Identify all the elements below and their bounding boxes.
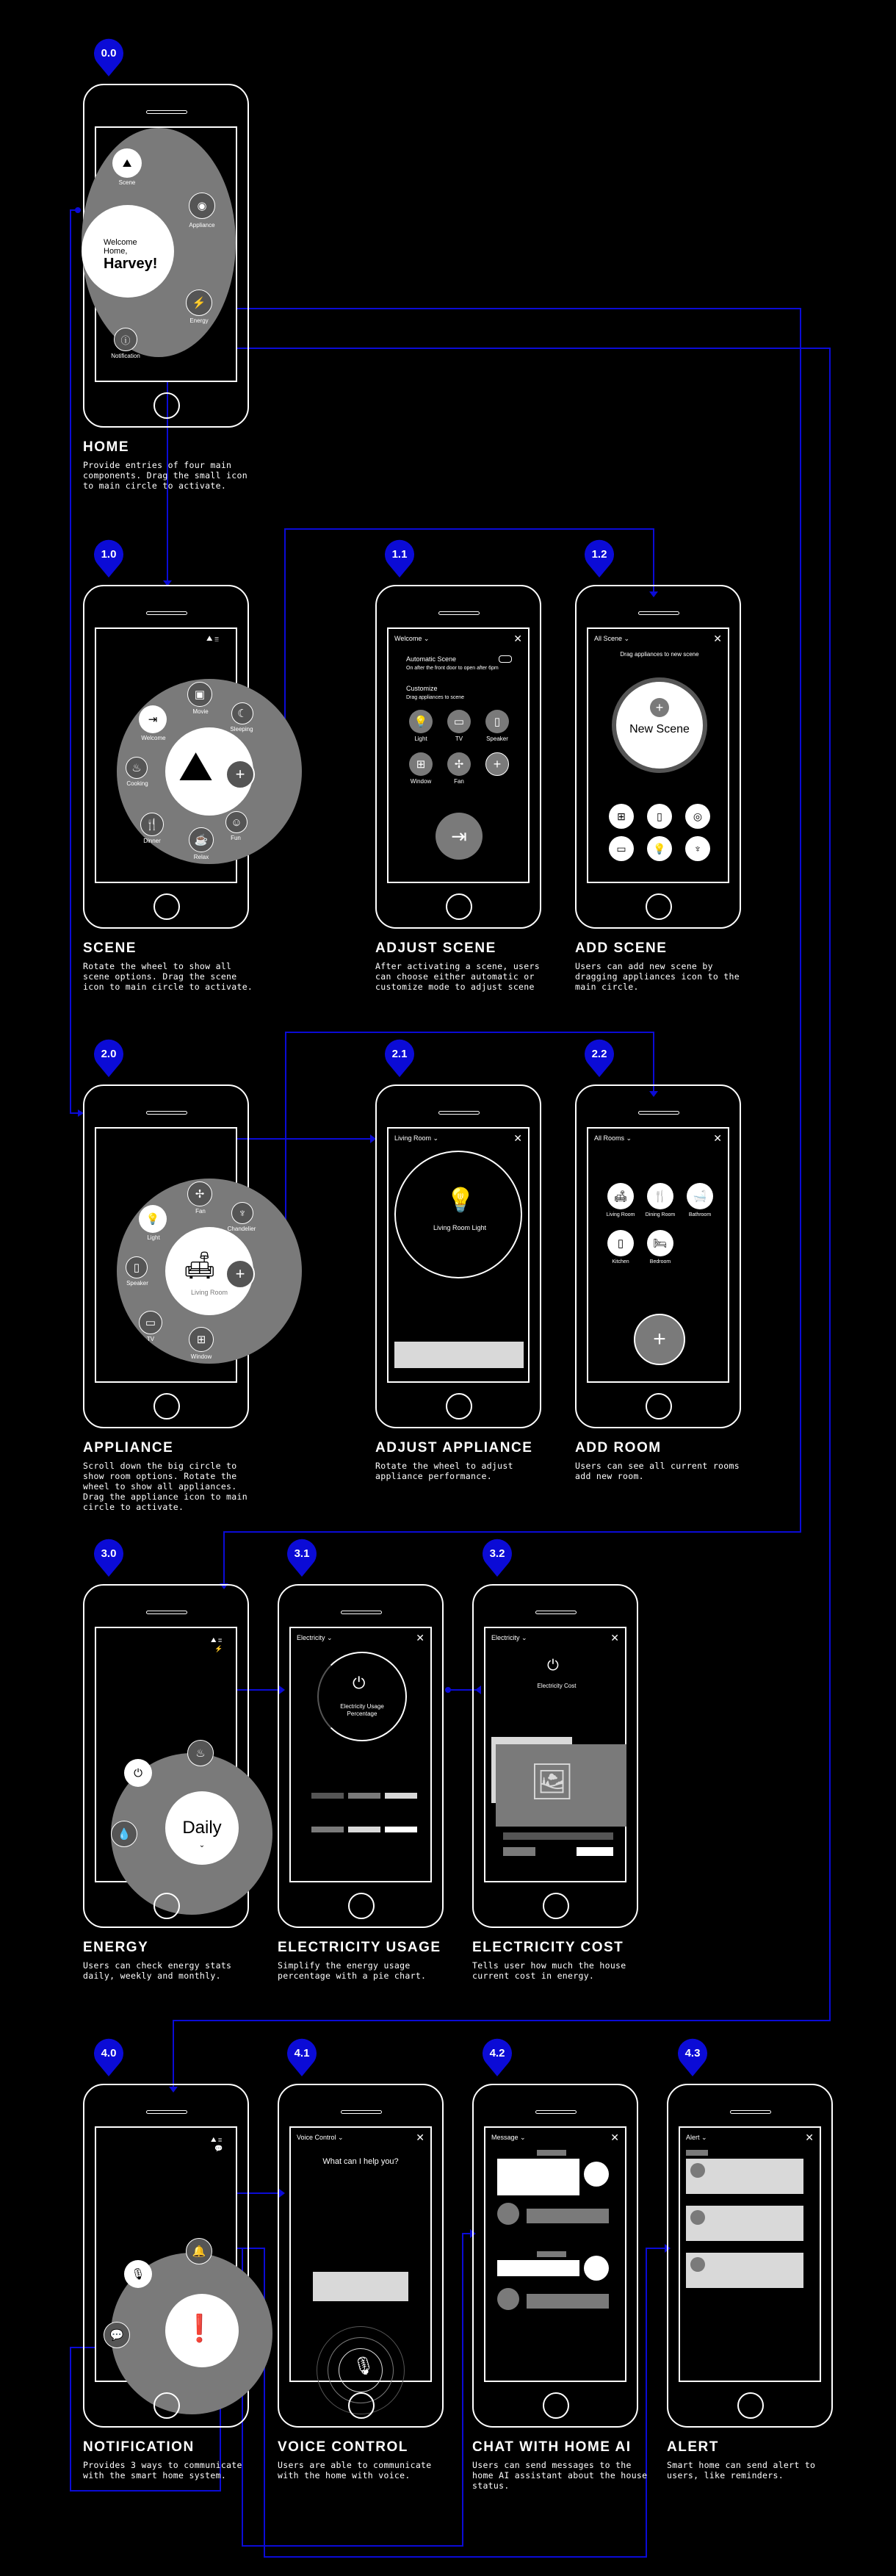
phone-electricity-usage bbox=[278, 1584, 444, 1928]
home-screen: Welcome Home, Harvey! ⛰ Scene ◉ Appliance ⚡ Energy ⓘ Notification bbox=[95, 126, 237, 382]
home-button[interactable] bbox=[348, 1893, 375, 1919]
plug-icon: ⏻ bbox=[353, 1674, 366, 1692]
close-icon[interactable]: ✕ bbox=[610, 1632, 619, 1644]
phone-adjust-scene bbox=[375, 585, 541, 929]
caption-voice-control: VOICE CONTROL Users are able to communicate with the home with voice. bbox=[278, 2439, 432, 2480]
voice-control-screen: Voice Control ⌄ ✕ What can I help you? 🎙 bbox=[289, 2126, 432, 2382]
brightness-dial[interactable] bbox=[394, 1151, 522, 1278]
screen-header[interactable]: Message ⌄ bbox=[491, 2134, 526, 2141]
screen-header[interactable]: Voice Control ⌄ bbox=[297, 2134, 344, 2141]
home-button[interactable] bbox=[737, 2392, 764, 2419]
plug-icon: ⏻ bbox=[547, 1658, 559, 1674]
caption-notification: NOTIFICATION Provides 3 ways to communicate with the smart home system. bbox=[83, 2439, 242, 2480]
image-icon: 🖼 bbox=[530, 1763, 574, 1802]
phone-electricity-cost bbox=[472, 1584, 638, 1928]
home-button[interactable] bbox=[543, 2392, 569, 2419]
caption-adjust-appliance: ADJUST APPLIANCE Rotate the wheel to adjust appliance performance. bbox=[375, 1440, 533, 1481]
usage-pie-chart bbox=[317, 1652, 407, 1741]
bedroom-icon[interactable]: 🛏 bbox=[647, 1230, 673, 1256]
step-badge: 2.2 bbox=[582, 1037, 616, 1079]
cooking-icon[interactable]: ♨ bbox=[126, 757, 148, 779]
scene-icon[interactable]: ⛰ bbox=[112, 148, 142, 178]
home-button[interactable] bbox=[446, 1393, 472, 1420]
step-badge: 4.0 bbox=[92, 2037, 126, 2078]
screen-header[interactable]: Welcome ⌄ bbox=[394, 635, 430, 642]
alert-card[interactable] bbox=[686, 2253, 803, 2288]
user-name: Harvey! bbox=[104, 256, 158, 272]
close-icon[interactable]: ✕ bbox=[416, 2131, 424, 2143]
mountain-icon: ⛰ bbox=[178, 743, 214, 789]
caption-electricity-usage: ELECTRICITY USAGE Simplify the energy usage percentage with a pie chart. bbox=[278, 1940, 441, 1981]
fan-icon[interactable]: ✢ bbox=[187, 1181, 212, 1206]
phone-voice-control bbox=[278, 2084, 444, 2428]
chat-bubble-ai bbox=[527, 2294, 609, 2309]
window-icon[interactable]: ⊞ bbox=[409, 752, 433, 776]
phone-alert bbox=[667, 2084, 833, 2428]
adjust-scene-screen: Welcome ⌄ ✕ Automatic Scene On after the front door to open after 6pm Customize Drag appliances to scene 💡 Light ▭ TV ▯ Speaker ⊞ Window ✢ Fan + ⇥ bbox=[387, 627, 530, 883]
control-slider[interactable] bbox=[394, 1342, 524, 1368]
home-button[interactable] bbox=[446, 893, 472, 920]
home-button[interactable] bbox=[153, 1893, 180, 1919]
step-badge: 1.0 bbox=[92, 538, 126, 579]
adjust-appliance-screen: Living Room ⌄ ✕ 💡 Living Room Light bbox=[387, 1127, 530, 1383]
add-scene-button[interactable]: + bbox=[225, 760, 255, 789]
screen-header[interactable]: Electricity ⌄ bbox=[297, 1634, 333, 1641]
home-button[interactable] bbox=[153, 2392, 180, 2419]
screen-header[interactable]: Electricity ⌄ bbox=[491, 1634, 527, 1641]
window-icon[interactable]: ⊞ bbox=[609, 804, 634, 829]
automatic-toggle[interactable] bbox=[499, 655, 512, 663]
welcome-icon[interactable]: ⇥ bbox=[139, 705, 167, 733]
light-icon[interactable]: 💡 bbox=[409, 710, 433, 733]
caption-home: HOME Provide entries of four main components. Drag the small icon to main circle to activate. bbox=[83, 439, 248, 491]
step-badge: 0.0 bbox=[92, 37, 126, 78]
screen-header[interactable]: Living Room ⌄ bbox=[394, 1134, 439, 1142]
phone-scene bbox=[83, 585, 253, 929]
speaker-icon[interactable]: ▯ bbox=[126, 1256, 148, 1278]
fan-icon[interactable]: ✢ bbox=[447, 752, 471, 776]
tv-icon[interactable]: ▭ bbox=[447, 710, 471, 733]
screen-header[interactable]: Alert ⌄ bbox=[686, 2134, 707, 2141]
chat-bubble-ai bbox=[527, 2209, 609, 2223]
avatar bbox=[584, 2256, 609, 2281]
step-badge: 2.0 bbox=[92, 1037, 126, 1079]
avatar bbox=[497, 2288, 519, 2310]
electricity-usage-screen: Electricity ⌄ ✕ ⏻ Electricity Usage Percentage bbox=[289, 1627, 432, 1882]
chat-bubble-user bbox=[497, 2260, 579, 2276]
notification-screen: ⛰ ≣ 💬 ❗ 🎙 🔔 💬 bbox=[95, 2126, 237, 2382]
caption-adjust-scene: ADJUST SCENE After activating a scene, users can choose either automatic or customize mode to adjust scene bbox=[375, 940, 540, 992]
appliance-icon[interactable]: ◉ bbox=[189, 193, 215, 219]
dinner-icon[interactable]: 🍴 bbox=[140, 813, 164, 836]
window-icon[interactable]: ⊞ bbox=[189, 1327, 214, 1352]
caption-appliance: APPLIANCE Scroll down the big circle to show room options. Rotate the wheel to show all appliances. Drag the appliance icon to main circle to activate. bbox=[83, 1440, 248, 1512]
phone-energy bbox=[83, 1584, 249, 1928]
avatar bbox=[584, 2162, 609, 2187]
alert-card[interactable] bbox=[686, 2206, 803, 2241]
step-badge: 1.1 bbox=[383, 538, 416, 579]
microphone-icon[interactable]: 🎙 bbox=[124, 2260, 152, 2288]
response-box bbox=[313, 2272, 408, 2301]
fridge-icon[interactable]: ▯ bbox=[647, 804, 672, 829]
home-button[interactable] bbox=[543, 1893, 569, 1919]
light-bulb-icon: 💡 bbox=[446, 1187, 475, 1213]
movie-icon[interactable]: ▣ bbox=[187, 682, 212, 707]
close-icon[interactable]: ✕ bbox=[805, 2131, 814, 2143]
step-badge: 4.1 bbox=[285, 2037, 319, 2078]
phone-appliance bbox=[83, 1084, 256, 1428]
caption-add-scene: ADD SCENE Users can add new scene by dragging appliances icon to the main circle. bbox=[575, 940, 740, 992]
sleeping-icon[interactable]: ☾ bbox=[231, 702, 253, 724]
tv-icon[interactable]: ▭ bbox=[139, 1311, 162, 1334]
close-icon[interactable]: ✕ bbox=[416, 1632, 424, 1644]
welcome-text: Welcome Home, bbox=[104, 238, 137, 256]
step-badge: 4.3 bbox=[676, 2037, 709, 2078]
home-button[interactable] bbox=[153, 392, 180, 419]
caption-energy: ENERGY Users can check energy stats daily, weekly and monthly. bbox=[83, 1940, 232, 1981]
caption-alert: ALERT Smart home can send alert to users, like reminders. bbox=[667, 2439, 816, 2480]
appliance-screen: 🛋 Living Room ✢ Fan ♆ Chandelier + Add ⊞ Window ▭ TV ▯ Speaker 💡 Light bbox=[95, 1127, 237, 1383]
step-badge: 3.0 bbox=[92, 1537, 126, 1578]
energy-screen: ⛰ ≣ ⚡ Daily ⌄ ⏻ ♨ 💧 bbox=[95, 1627, 237, 1882]
home-button[interactable] bbox=[153, 1393, 180, 1420]
home-button[interactable] bbox=[646, 893, 672, 920]
add-room-button[interactable]: + bbox=[634, 1314, 685, 1365]
close-icon[interactable]: ✕ bbox=[713, 633, 722, 644]
add-room-screen: All Rooms ⌄ ✕ 🛋 Living Room 🍴 Dining Room 🛁 Bathroom ▯ Kitchen 🛏 Bedroom + bbox=[587, 1127, 729, 1383]
caption-electricity-cost: ELECTRICITY COST Tells user how much the house current cost in energy. bbox=[472, 1940, 626, 1981]
close-icon[interactable]: ✕ bbox=[513, 1132, 522, 1144]
phone-add-scene bbox=[575, 585, 741, 929]
avatar bbox=[497, 2203, 519, 2225]
add-appliance-button[interactable]: + bbox=[485, 752, 509, 776]
kitchen-icon[interactable]: ▯ bbox=[607, 1230, 634, 1256]
scene-screen: ⛰ ≣ ⛰ ▣ Movie ☾ Sleeping + Add ☺ Fun ☕ Relax 🍴 Dinner ♨ Cooking ⇥ Welcome bbox=[95, 627, 237, 883]
step-badge: 1.2 bbox=[582, 538, 616, 579]
caption-add-room: ADD ROOM Users can see all current rooms add new room. bbox=[575, 1440, 740, 1481]
plug-icon[interactable]: ⏻ bbox=[124, 1759, 152, 1787]
close-icon[interactable]: ✕ bbox=[513, 633, 522, 644]
relax-icon[interactable]: ☕ bbox=[189, 827, 214, 852]
camera-icon[interactable]: ◎ bbox=[685, 804, 710, 829]
phone-chat bbox=[472, 2084, 638, 2428]
phone-add-room bbox=[575, 1084, 741, 1428]
plus-icon: + bbox=[650, 698, 669, 717]
close-icon[interactable]: ✕ bbox=[610, 2131, 619, 2143]
home-button[interactable] bbox=[646, 1393, 672, 1420]
step-badge: 3.1 bbox=[285, 1537, 319, 1578]
alert-screen bbox=[679, 2126, 821, 2382]
notification-icon[interactable]: ⓘ bbox=[114, 328, 137, 351]
electricity-cost-screen: Electricity ⌄ ✕ ⏻ Electricity Cost 🖼 bbox=[484, 1627, 626, 1882]
step-badge: 2.1 bbox=[383, 1037, 416, 1079]
screen-header[interactable]: All Rooms ⌄ bbox=[594, 1134, 632, 1142]
chat-icon[interactable]: 💬 bbox=[104, 2322, 130, 2348]
phone-adjust-appliance bbox=[375, 1084, 541, 1428]
screen-header[interactable]: All Scene ⌄ bbox=[594, 635, 630, 642]
chandelier-icon[interactable]: ♆ bbox=[231, 1202, 253, 1224]
alert-bubble-icon: ❗ bbox=[183, 2313, 216, 2343]
bell-icon[interactable]: 🔔 bbox=[186, 2238, 212, 2264]
add-appliance-button[interactable]: + bbox=[225, 1259, 255, 1289]
bathroom-icon[interactable]: 🛁 bbox=[687, 1183, 713, 1209]
sofa-icon: 🛋 bbox=[183, 1250, 217, 1280]
home-button[interactable] bbox=[348, 2392, 375, 2419]
step-badge: 3.2 bbox=[480, 1537, 514, 1578]
close-icon[interactable]: ✕ bbox=[713, 1132, 722, 1144]
phone-home bbox=[83, 84, 249, 428]
add-scene-screen: All Scene ⌄ ✕ Drag appliances to new scene + New Scene ⊞ ▯ ◎ ▭ 💡 ♆ bbox=[587, 627, 729, 883]
fun-icon[interactable]: ☺ bbox=[225, 811, 248, 833]
chat-screen bbox=[484, 2126, 626, 2382]
scene-door-icon[interactable]: ⇥ bbox=[436, 813, 483, 860]
chandelier-icon[interactable]: ♆ bbox=[685, 836, 710, 861]
caption-scene: SCENE Rotate the wheel to show all scene options. Drag the scene icon to main circle to activate. bbox=[83, 940, 253, 992]
light-icon[interactable]: 💡 bbox=[139, 1205, 167, 1233]
tv-icon[interactable]: ▭ bbox=[609, 836, 634, 861]
fire-icon[interactable]: ♨ bbox=[187, 1740, 214, 1766]
home-button[interactable] bbox=[153, 893, 180, 920]
chat-bubble-user bbox=[497, 2159, 579, 2195]
microphone-icon[interactable]: 🎙 bbox=[353, 2356, 375, 2376]
dining-room-icon[interactable]: 🍴 bbox=[647, 1183, 673, 1209]
alert-card[interactable] bbox=[686, 2159, 803, 2194]
phone-notification bbox=[83, 2084, 249, 2428]
living-room-icon[interactable]: 🛋 bbox=[607, 1183, 634, 1209]
speaker-icon[interactable]: ▯ bbox=[485, 710, 509, 733]
step-badge: 4.2 bbox=[480, 2037, 514, 2078]
energy-icon[interactable]: ⚡ bbox=[186, 289, 212, 316]
light-icon[interactable]: 💡 bbox=[647, 836, 672, 861]
caption-chat: CHAT WITH HOME AI Users can send messages to the home AI assistant about the house status. bbox=[472, 2439, 648, 2491]
water-drop-icon[interactable]: 💧 bbox=[111, 1821, 137, 1847]
